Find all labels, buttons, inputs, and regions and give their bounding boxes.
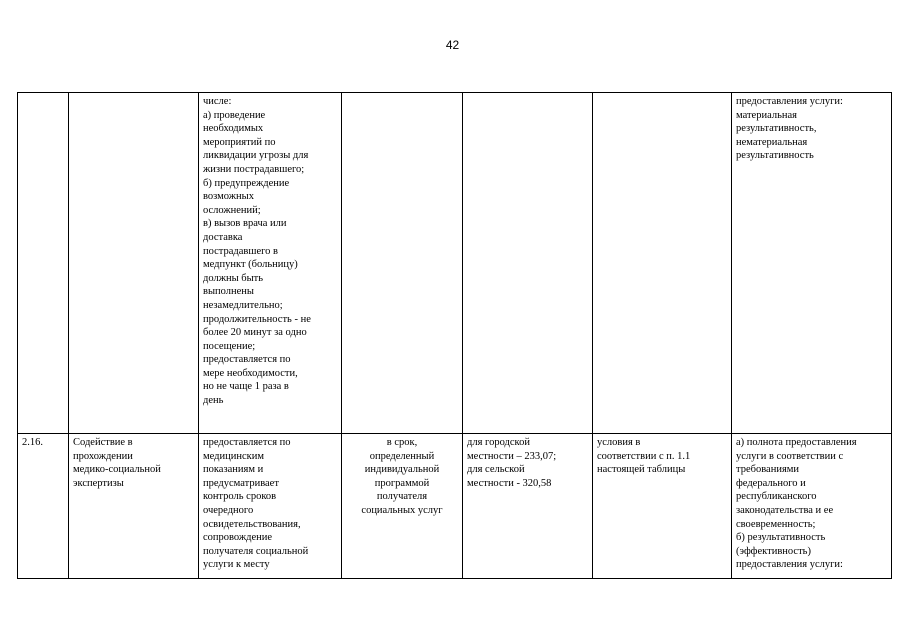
cell-text-line: в) вызов врача или (203, 218, 287, 230)
cell-text-line: ликвидации угрозы для (203, 150, 309, 162)
cell-text-line: результативность, (736, 123, 817, 135)
cell-text-line: экспертизы (73, 477, 124, 489)
cell-text-line: предоставляется по (203, 437, 291, 448)
cell-description (199, 434, 342, 579)
cell-text-line: числе: (203, 96, 232, 107)
cell-text-line: в срок, (386, 437, 418, 448)
cell-text-line: посещение; (203, 340, 256, 352)
cell-text-line: мере необходимости, (203, 367, 298, 379)
cell-text-line: доставка (203, 231, 243, 243)
cell-text-line: республиканского (736, 491, 817, 503)
cell-text-line: федерального и (736, 477, 806, 489)
cell-text-line: индивидуальной (364, 464, 440, 476)
cell-text-line: предусматривает (203, 477, 279, 489)
cell-text-line: требованиями (736, 464, 800, 476)
cell-term (342, 434, 463, 579)
cell-text-line: мероприятий по (203, 136, 276, 148)
cell-description (199, 93, 342, 434)
page-number: 42 (445, 38, 460, 52)
cell-text-line: программой (374, 477, 430, 489)
cell-text-line: очередного (203, 504, 254, 516)
cell-number (18, 93, 69, 434)
cell-text-line: прохождении (73, 450, 133, 462)
cell-text-line: для сельской (467, 464, 525, 476)
cell-text-line: материальная (736, 109, 797, 121)
cell-text-line: медицинским (203, 450, 265, 462)
cell-text-line: законодательства и ее (736, 504, 834, 516)
cell-conditions (593, 93, 732, 434)
cell-text-line: социальных услуг (361, 504, 443, 516)
cell-text-line: определенный (369, 450, 435, 462)
cell-text-line: освидетельствования, (203, 518, 301, 530)
cell-text-line: настоящей таблицы (597, 464, 686, 476)
cell-text-line: должны быть (203, 272, 264, 284)
cell-text-line: пострадавшего в (203, 245, 279, 257)
cell-conditions (593, 434, 732, 579)
cell-text-line: а) проведение (203, 109, 266, 121)
table-row (18, 93, 892, 434)
cell-text-line: медпункт (больницу) (203, 259, 298, 271)
cell-text-line: б) результативность (736, 532, 826, 544)
cell-service-name (69, 93, 199, 434)
cell-text-line: более 20 минут за одно (203, 327, 307, 339)
services-table (17, 92, 892, 579)
cell-text-line: местности – 233,07; (467, 450, 557, 462)
cell-text-line: предоставляется по (203, 354, 291, 366)
cell-text-line: нематериальная (736, 136, 808, 148)
cell-text-line: получателя (376, 491, 428, 503)
cell-text-line: необходимых (203, 123, 264, 135)
cell-text-line: предоставления услуги: (736, 96, 843, 107)
cell-indicators (732, 93, 892, 434)
cell-term (342, 93, 463, 434)
cell-text-line: медико-социальной (73, 464, 161, 476)
cell-price (463, 93, 593, 434)
cell-text-line: а) полнота предоставления (736, 437, 857, 448)
cell-text-line: соответствии с п. 1.1 (597, 450, 691, 462)
cell-text-line: выполнены (203, 286, 254, 298)
cell-service-name (69, 434, 199, 579)
cell-number: 2.16. (18, 434, 69, 579)
cell-text-line: получателя социальной (203, 545, 309, 557)
cell-text-line: осложнений; (203, 204, 261, 216)
cell-text-line: контроль сроков (203, 491, 277, 503)
cell-text-line: местности - 320,58 (467, 477, 552, 489)
cell-indicators (732, 434, 892, 579)
cell-price (463, 434, 593, 579)
cell-text-line: предоставления услуги: (736, 559, 843, 571)
cell-text-line: б) предупреждение (203, 177, 290, 189)
cell-text-line: жизни пострадавшего; (203, 163, 305, 175)
cell-text-line: день (203, 395, 224, 407)
cell-text-line: Содействие в (73, 437, 133, 448)
cell-text-line: показаниям и (203, 464, 264, 476)
cell-text-line: для городской (467, 437, 530, 448)
cell-text-line: условия в (597, 437, 641, 448)
cell-text-line: услуги к месту (203, 559, 270, 571)
cell-text-line: но не чаще 1 раза в (203, 381, 289, 393)
cell-text-line: сопровождение (203, 532, 273, 544)
table-row (18, 434, 892, 579)
cell-text-line: продолжительность - не (203, 313, 311, 325)
cell-text-line: своевременность; (736, 518, 816, 530)
cell-text-line: результативность (736, 150, 814, 162)
cell-text-line: возможных (203, 191, 254, 203)
cell-text-line: незамедлительно; (203, 299, 283, 311)
cell-text-line: услуги в соответствии с (736, 450, 844, 462)
cell-text-line: (эффективность) (736, 545, 811, 557)
